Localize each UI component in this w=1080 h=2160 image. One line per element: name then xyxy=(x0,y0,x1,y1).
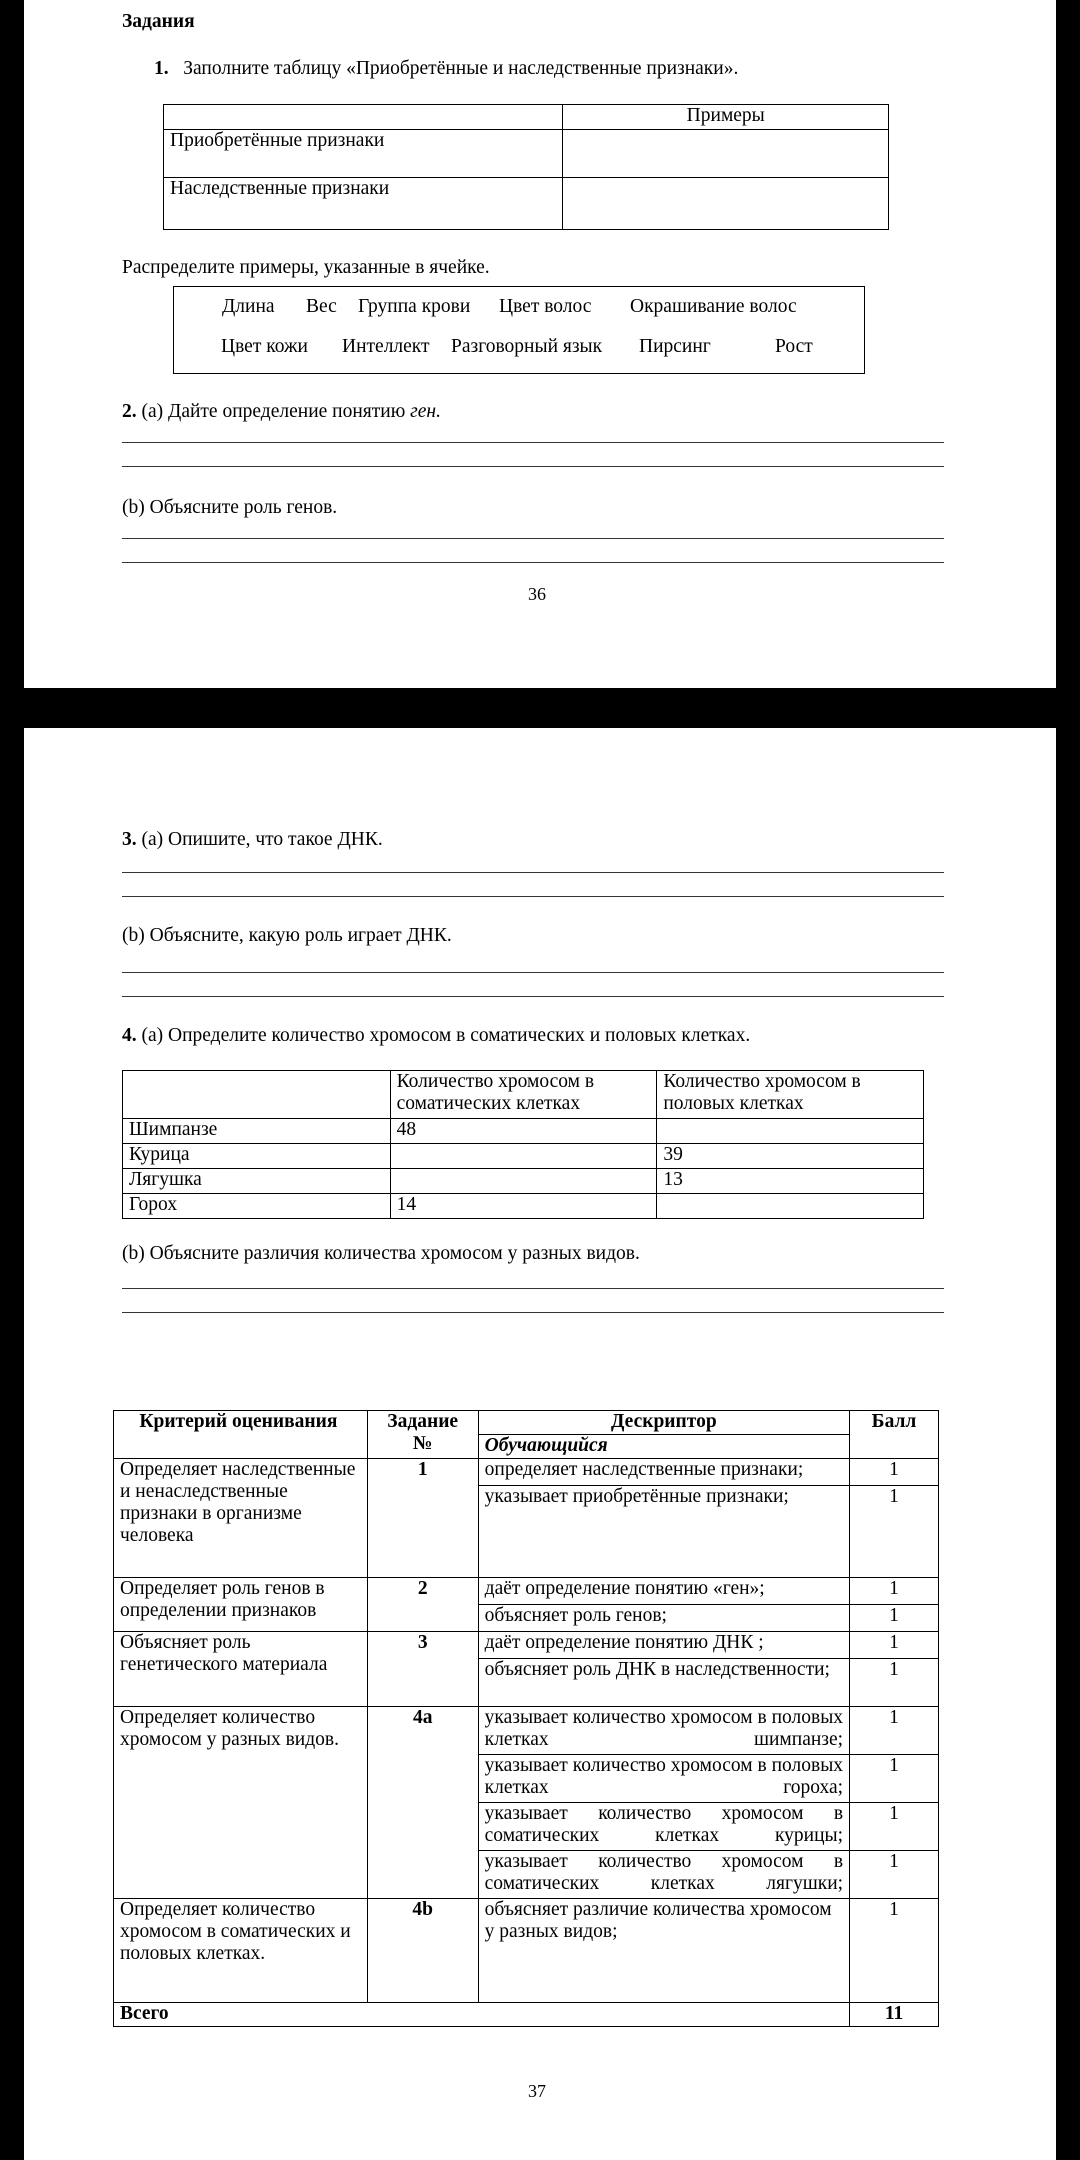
species-name: Курица xyxy=(123,1144,391,1169)
rubric-criterion: Определяет наследственные и ненаследственные признаки в организме человека xyxy=(114,1459,368,1578)
rubric-score: 1 xyxy=(850,1707,939,1755)
answer-line[interactable] xyxy=(122,466,944,467)
somatic-value[interactable] xyxy=(390,1169,657,1194)
answer-line[interactable] xyxy=(122,896,944,897)
rubric-score: 1 xyxy=(850,1578,939,1605)
rubric-descriptor: объясняет роль генов; xyxy=(478,1605,849,1632)
task2a-term: ген. xyxy=(410,401,441,422)
rubric-header-criterion: Критерий оценивания xyxy=(114,1411,368,1459)
answer-line[interactable] xyxy=(122,442,944,443)
rubric-descriptor: указывает количество хромосом в соматических клетках лягушки; xyxy=(478,1851,849,1899)
rubric-score: 1 xyxy=(850,1851,939,1899)
rubric-criterion: Определяет количество хромосом у разных видов. xyxy=(114,1707,368,1899)
task2a-text: (а) Дайте определение понятию xyxy=(141,401,406,422)
species-name: Горох xyxy=(123,1194,391,1219)
species-name: Шимпанзе xyxy=(123,1119,391,1144)
task2-number: 2. xyxy=(122,401,137,422)
task3a-text: (а) Опишите, что такое ДНК. xyxy=(141,829,383,850)
page-37 xyxy=(24,728,1056,2160)
answer-line[interactable] xyxy=(122,562,944,563)
rubric-score: 1 xyxy=(850,1803,939,1851)
rubric-task-number: 3 xyxy=(367,1632,478,1707)
task4a-text: (а) Определите количество хромосом в соматических и половых клетках. xyxy=(141,1025,751,1046)
example-item: Цвет кожи xyxy=(221,336,308,357)
table-row xyxy=(123,1119,924,1144)
somatic-value[interactable] xyxy=(390,1144,657,1169)
rubric-total-row xyxy=(114,2003,939,2027)
rubric-score: 1 xyxy=(850,1632,939,1659)
table-row xyxy=(123,1144,924,1169)
rubric-score: 1 xyxy=(850,1659,939,1707)
task3-number: 3. xyxy=(122,829,137,850)
task1-prompt xyxy=(154,57,738,81)
traits-table xyxy=(163,104,889,230)
answer-line[interactable] xyxy=(122,872,944,873)
rubric-header-learner: Обучающийся xyxy=(478,1435,849,1459)
traits-cell-hereditary-examples[interactable] xyxy=(563,178,889,230)
rubric-descriptor: указывает приобретённые признаки; xyxy=(478,1486,849,1578)
rubric-score: 1 xyxy=(850,1459,939,1486)
answer-line[interactable] xyxy=(122,538,944,539)
table-row xyxy=(123,1169,924,1194)
example-item: Окрашивание волос xyxy=(630,296,797,317)
answer-line[interactable] xyxy=(122,1312,944,1313)
task3b-text: (b) Объясните, какую роль играет ДНК. xyxy=(122,925,452,946)
traits-table-examples-header: Примеры xyxy=(563,105,889,130)
rubric-task-number: 1 xyxy=(367,1459,478,1578)
task4a-prompt xyxy=(122,1024,750,1048)
rubric-row xyxy=(114,1459,939,1486)
rubric-table xyxy=(113,1410,939,2027)
page-number: 36 xyxy=(528,584,546,604)
rubric-total-score: 11 xyxy=(850,2003,939,2027)
rubric-criterion: Определяет количество хромосом в соматических и половых клетках. xyxy=(114,1899,368,2003)
task4b-text: (b) Объясните различия количества хромосом у разных видов. xyxy=(122,1243,640,1264)
traits-row-acquired: Приобретённые признаки xyxy=(164,130,563,178)
rubric-score: 1 xyxy=(850,1605,939,1632)
rubric-criterion: Объясняет роль генетического материала xyxy=(114,1632,368,1707)
sex-cell-value[interactable] xyxy=(657,1119,924,1144)
rubric-descriptor: объясняет различие количества хромосом у разных видов; xyxy=(478,1899,849,2003)
rubric-row xyxy=(114,1578,939,1605)
task1-number: 1. xyxy=(154,58,169,79)
traits-row-hereditary: Наследственные признаки xyxy=(164,178,563,230)
task4-number: 4. xyxy=(122,1025,137,1046)
rubric-score: 1 xyxy=(850,1755,939,1803)
example-item: Рост xyxy=(775,336,813,357)
rubric-row xyxy=(114,1707,939,1755)
rubric-descriptor: указывает количество хромосом в соматических клетках курицы; xyxy=(478,1803,849,1851)
somatic-value: 48 xyxy=(390,1119,657,1144)
rubric-score: 1 xyxy=(850,1486,939,1578)
rubric-score: 1 xyxy=(850,1899,939,2003)
sex-cell-value: 13 xyxy=(657,1169,924,1194)
sex-cell-value: 39 xyxy=(657,1144,924,1169)
rubric-descriptor: определяет наследственные признаки; xyxy=(478,1459,849,1486)
rubric-header-score: Балл xyxy=(850,1411,939,1459)
chromosome-table xyxy=(122,1070,924,1219)
rubric-task-number: 4b xyxy=(367,1899,478,2003)
traits-table-empty-header xyxy=(164,105,563,130)
example-item: Цвет волос xyxy=(499,296,592,317)
rubric-total-label: Всего xyxy=(114,2003,850,2027)
rubric-descriptor: даёт определение понятию «ген»; xyxy=(478,1578,849,1605)
task3a-prompt xyxy=(122,828,383,852)
traits-cell-acquired-examples[interactable] xyxy=(563,130,889,178)
somatic-value: 14 xyxy=(390,1194,657,1219)
task2a-prompt xyxy=(122,400,441,424)
section-title: Задания xyxy=(122,11,195,32)
answer-line[interactable] xyxy=(122,972,944,973)
example-item: Длина xyxy=(222,296,275,317)
rubric-descriptor: объясняет роль ДНК в наследственности; xyxy=(478,1659,849,1707)
page-36 xyxy=(24,0,1056,688)
rubric-row xyxy=(114,1632,939,1659)
rubric-task-number: 2 xyxy=(367,1578,478,1632)
answer-line[interactable] xyxy=(122,996,944,997)
rubric-header-task: Задание № xyxy=(367,1411,478,1459)
chromosome-header-sex: Количество хромосом в половых клетках xyxy=(657,1071,924,1119)
task2b-text: (b) Объясните роль генов. xyxy=(122,497,338,518)
rubric-task-number: 4a xyxy=(367,1707,478,1899)
distribute-text: Распределите примеры, указанные в ячейке. xyxy=(122,257,490,278)
answer-line[interactable] xyxy=(122,1288,944,1289)
rubric-header-descriptor: Дескриптор xyxy=(478,1411,849,1435)
example-item: Группа крови xyxy=(358,296,471,317)
sex-cell-value[interactable] xyxy=(657,1194,924,1219)
species-name: Лягушка xyxy=(123,1169,391,1194)
chromosome-header-somatic: Количество хромосом в соматических клетках xyxy=(390,1071,657,1119)
example-item: Пирсинг xyxy=(639,336,711,357)
example-item: Разговорный язык xyxy=(451,336,603,357)
page-number: 37 xyxy=(528,2081,546,2101)
chromosome-table-empty-header xyxy=(123,1071,391,1119)
task1-text: Заполните таблицу «Приобретённые и наследственные признаки». xyxy=(183,58,739,79)
table-row xyxy=(123,1194,924,1219)
rubric-descriptor: указывает количество хромосом в половых клетках гороха; xyxy=(478,1755,849,1803)
rubric-criterion: Определяет роль генов в определении признаков xyxy=(114,1578,368,1632)
rubric-descriptor: даёт определение понятию ДНК ; xyxy=(478,1632,849,1659)
examples-box xyxy=(173,286,865,374)
rubric-row xyxy=(114,1899,939,2003)
rubric-descriptor: указывает количество хромосом в половых клетках шимпанзе; xyxy=(478,1707,849,1755)
example-item: Интеллект xyxy=(342,336,430,357)
example-item: Вес xyxy=(306,296,337,317)
